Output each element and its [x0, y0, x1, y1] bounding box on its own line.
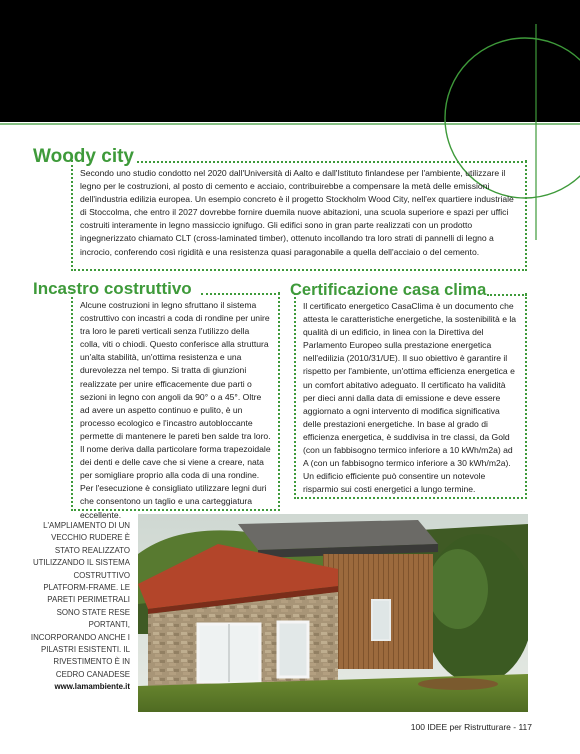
certificazione-box [294, 293, 527, 499]
certificazione-text: Il certificato energetico CasaClima è un documento che attesta le caratteristiche energetiche, la sostenibilità e la qualità di un edificio, in linea con la Direttiva del Parlamento Europeo sulla prestazione energetica nell'edilizia (2010/31/UE). Il suo obiettivo è garantire il rispetto per l'ambiente, un'ottima efficienza energetica e un comfort abitativo adeguato. Il certificato ha validità per dieci anni dalla data di emissione e deve essere aggiornato a ogni intervento di modifica significativa delle prestazioni energetiche. In base al grado di efficienza energetica, è suddivisa in tre classi, da Gold (con un fabbisogno termico inferiore a 10 kWh/m2a) ad A (con un fabbisogno termico inferiore a 30 kWh/m2a). Un edificio efficiente può consentire un notevole risparmio sui costi energetici a lungo termine. [303, 301, 517, 495]
certificazione-heading: Certificazione casa clima [290, 281, 487, 299]
woody-city-box [71, 160, 527, 271]
incastro-text: Alcune costruzioni in legno sfruttano il sistema costruttivo con incastri a coda di rondine per unire tra loro le pareti verticali senza l'utilizzo della colla, viti o chiodi. Questo conferisce alla struttura un'alta stabilità, un'ottima resistenza e una durevolezza nel tempo. Si tratta di giunzioni realizzate per unire efficacemente due parti o sezioni in legno con angoli da 90° o a 45°. Oltre ad avere un aspetto continuo e pulito, è un processo ecologico e l'incastro autobloccante permette di mantenere le pareti ben salde tra loro. Il nome deriva dalla particolare forma trapezoidale dei denti e delle cave che si viene a creare, nata per somigliare proprio alla coda di una rondine. Per l'esecuzione è consigliato utilizzare legni duri che consentono un taglio e una carteggiatura eccellente. [80, 300, 271, 520]
incastro-heading: Incastro costruttivo [33, 279, 192, 298]
page-footer: 100 IDEE per Ristrutturare - 117 [410, 722, 532, 732]
house-photo [138, 514, 528, 712]
header-black-band [0, 0, 580, 122]
photo-caption [30, 520, 130, 694]
woody-city-text: Secondo uno studio condotto nel 2020 dall'Università di Aalto e dall'Istituto finlandese per l'ambiente, utilizzare il legno per le costruzioni, al posto di cemento e acciaio, contribuirebbe a compensare la metà delle emissioni dell'industria edilizia europea. Un esempio concreto è il progetto Stockholm Wood City, nell'ex quartiere industriale di Stoccolma, che entro il 2027 dovrebbe fornire duemila nuove abitazioni, una scuola superiore e spazi per uffici costruiti interamente in legno massiccio ignifugo. Gli edifici sono in gran parte realizzati con un prodotto ingegnerizzato chiamato CLT (cross-laminated timber), ottenuto incollando tra loro strati di pannelli di legno a incrocio, conferendo così rigidità e una resistenza quasi paragonabile a quella dell'acciaio o del cemento. [80, 168, 514, 257]
incastro-box [71, 292, 280, 520]
photo-caption-text: L'AMPLIAMENTO DI UN VECCHIO RUDERE È STATO REALIZZATO UTILIZZANDO IL SISTEMA COSTRUTTIVO PLATFORM-FRAME. LE PARETI PERIMETRALI SONO STATE RESE PORTANTI, INCORPORANDO ANCHE I PILASTRI ESISTENTI. IL RIVESTIMENTO È IN CEDRO CANADESE [30, 521, 130, 679]
caption-website-link[interactable]: www.lamambiente.it [54, 682, 130, 692]
woody-city-heading: Woody city [33, 146, 134, 167]
